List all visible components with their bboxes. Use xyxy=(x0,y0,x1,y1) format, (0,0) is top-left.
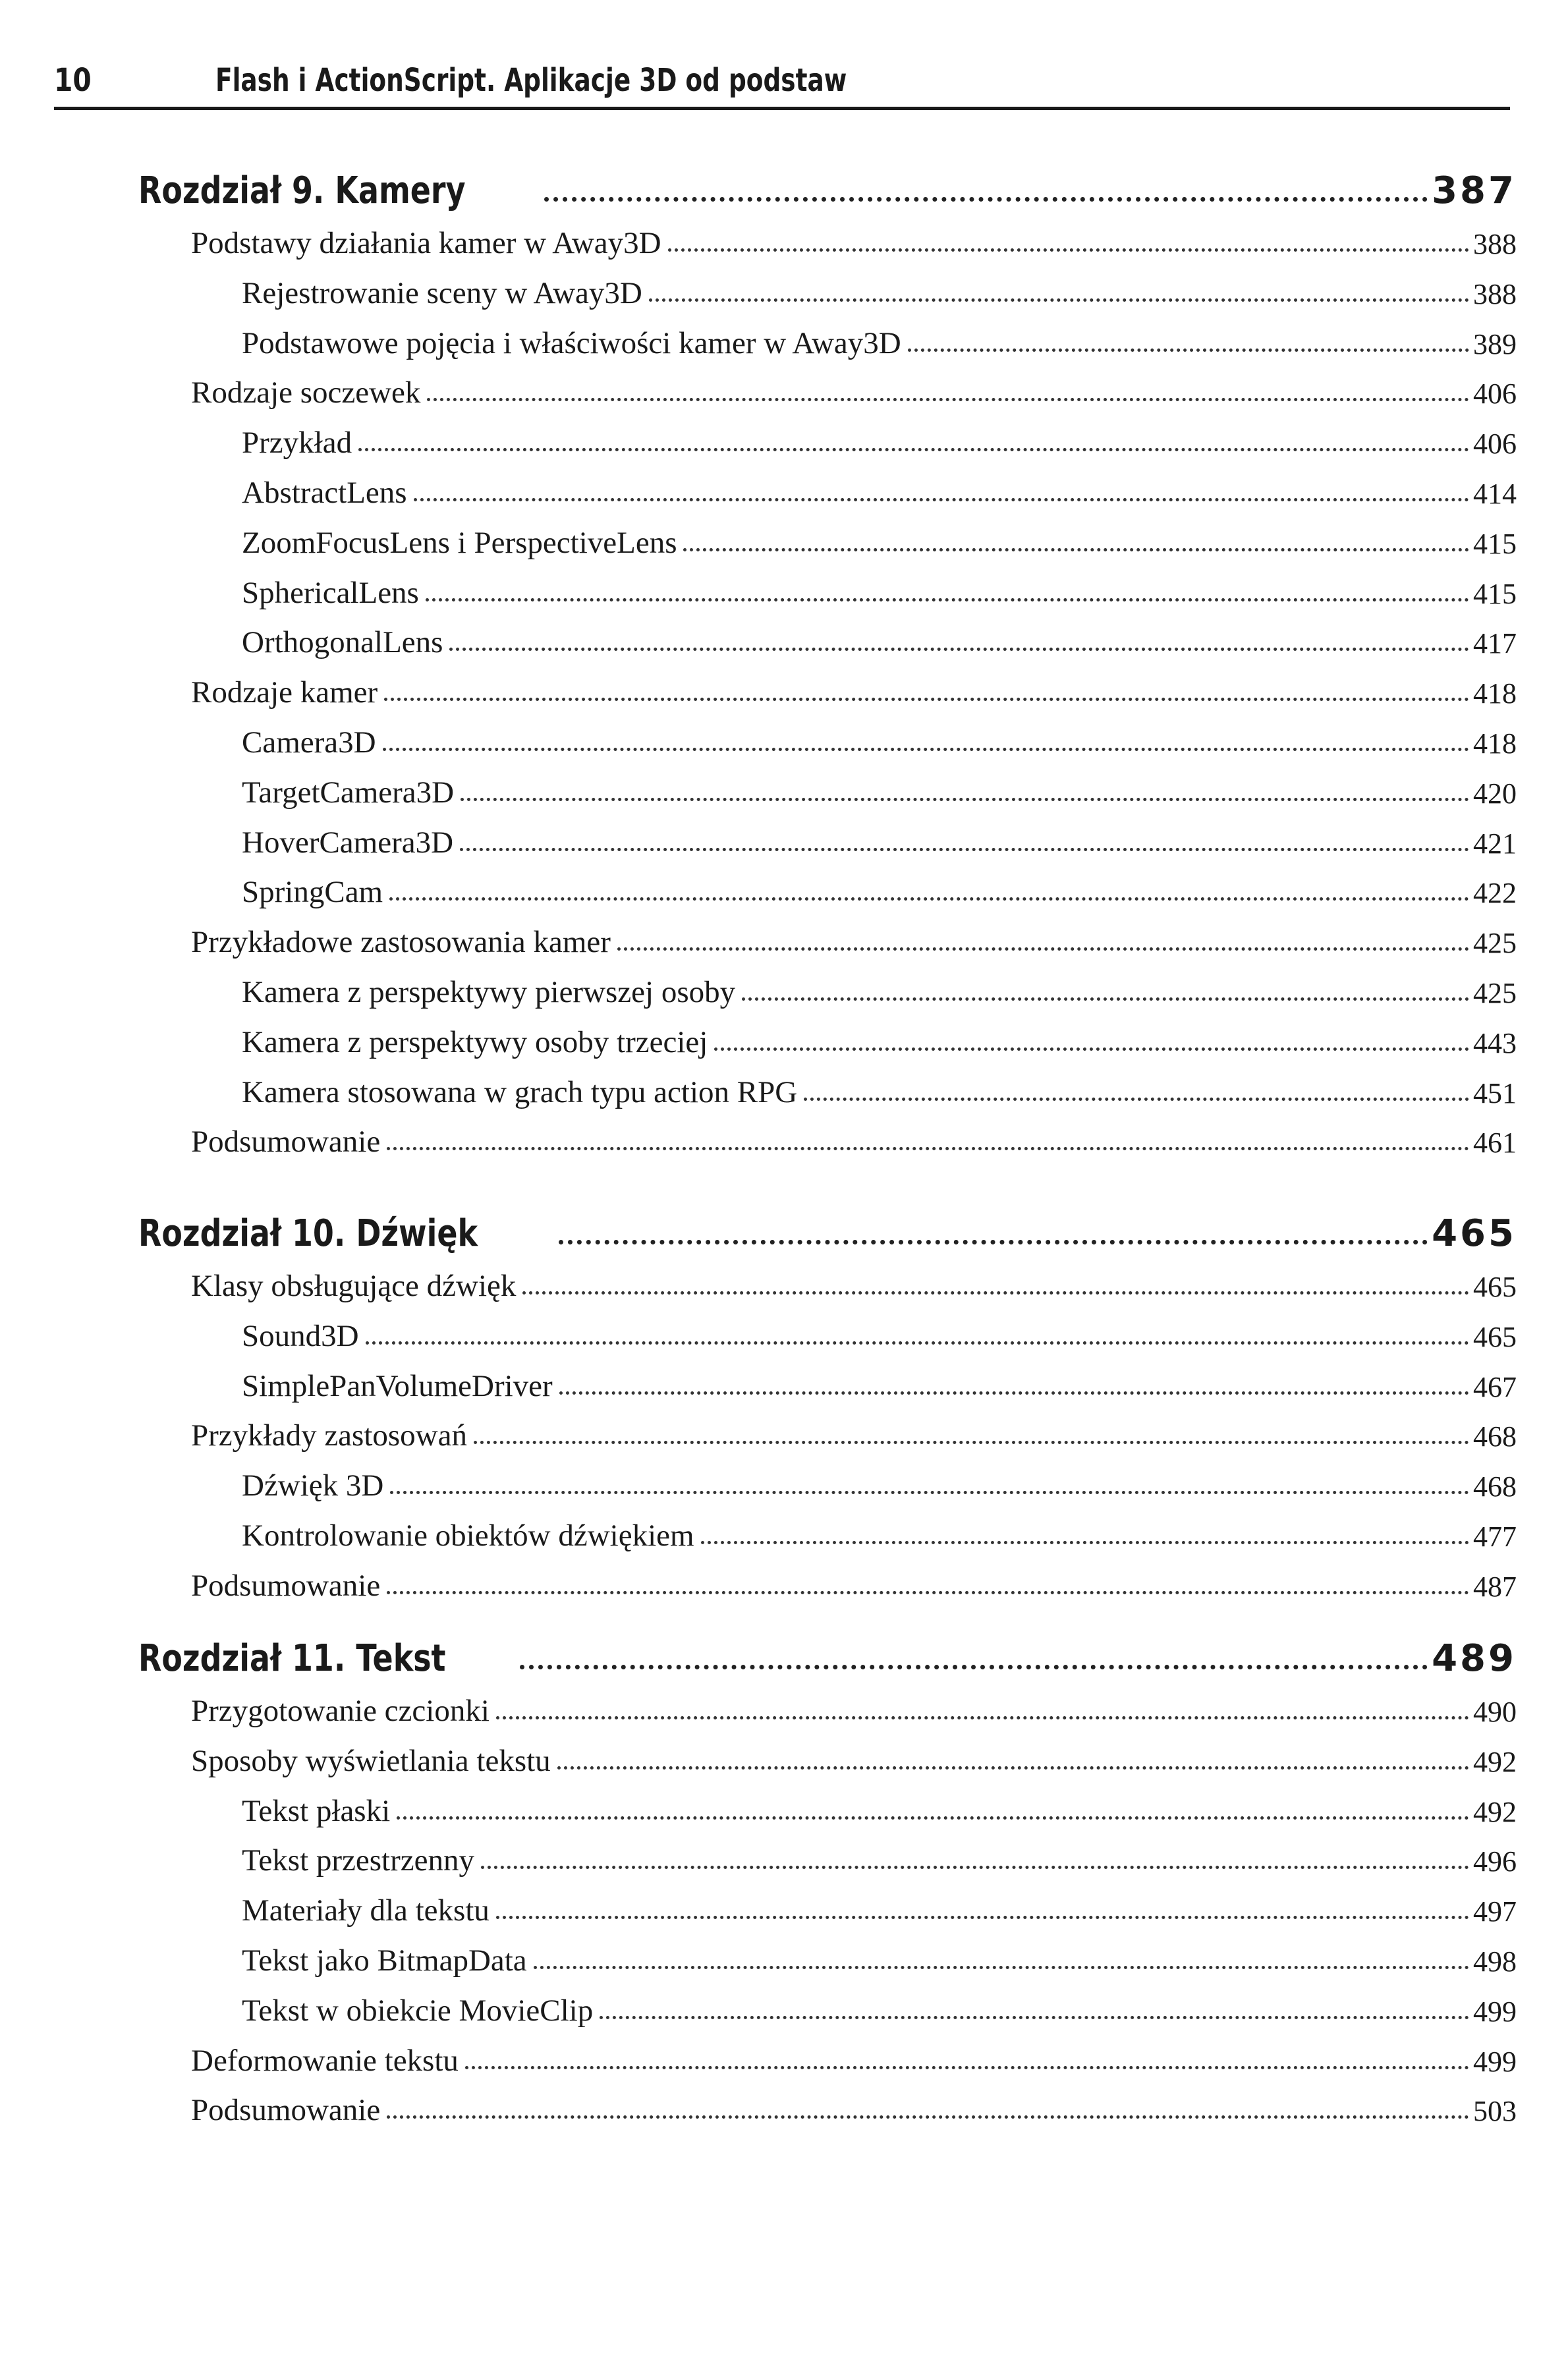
toc-entry-label: Przykładowe zastosowania kamer xyxy=(191,925,611,959)
toc-entry-page: 425 xyxy=(1473,977,1517,1009)
toc-entry-label: Camera3D xyxy=(242,725,376,760)
toc-entry[interactable] xyxy=(191,910,1517,960)
toc-entry-label: OrthogonalLens xyxy=(242,625,443,659)
toc-entry-label: Rozdział 10. Dźwięk xyxy=(138,1212,478,1255)
toc-entry-page: 467 xyxy=(1473,1371,1517,1403)
toc-entry-page: 465 xyxy=(1432,1212,1517,1255)
dot-leader xyxy=(481,1866,1469,1869)
toc-entry-label: Kamera stosowana w grach typu action RPG xyxy=(242,1075,798,1109)
dot-leader xyxy=(474,1441,1469,1444)
toc-entry-page: 418 xyxy=(1473,677,1517,710)
toc-entry-label: HoverCamera3D xyxy=(242,825,454,860)
toc-entry-label: Tekst płaski xyxy=(242,1794,391,1828)
toc-entry[interactable] xyxy=(242,810,1517,860)
toc-entry[interactable] xyxy=(191,1729,1517,1779)
toc-entry[interactable] xyxy=(242,760,1517,810)
toc-entry-page: 496 xyxy=(1473,1845,1517,1878)
toc-entry-page: 388 xyxy=(1473,228,1517,260)
dot-leader xyxy=(683,548,1469,551)
toc-entry[interactable] xyxy=(191,2028,1517,2078)
dot-leader xyxy=(559,1240,1428,1244)
dot-leader xyxy=(544,197,1428,202)
toc-entry-label: Podstawowe pojęcia i właściwości kamer w Away3D xyxy=(242,326,901,360)
toc-entry-page: 420 xyxy=(1473,777,1517,810)
toc-entry[interactable] xyxy=(191,1679,1517,1729)
dot-leader xyxy=(397,1816,1469,1820)
dot-leader xyxy=(496,1916,1469,1919)
chapter-heading[interactable] xyxy=(138,1196,1517,1255)
toc-entry-page: 414 xyxy=(1473,478,1517,510)
toc-entry[interactable] xyxy=(191,660,1517,710)
toc-entry-label: Kamera z perspektywy osoby trzeciej xyxy=(242,1025,708,1059)
toc-entry[interactable] xyxy=(242,511,1517,561)
toc-entry-page: 422 xyxy=(1473,877,1517,909)
toc-entry-page: 425 xyxy=(1473,927,1517,959)
dot-leader xyxy=(390,1491,1469,1494)
dot-leader xyxy=(908,349,1469,352)
toc-entry[interactable] xyxy=(191,2078,1517,2128)
dot-leader xyxy=(617,947,1469,951)
dot-leader xyxy=(358,448,1469,451)
dot-leader xyxy=(714,1047,1469,1051)
toc-entry-page: 492 xyxy=(1473,1796,1517,1828)
toc-entry-label: Przygotowanie czcionki xyxy=(191,1694,490,1728)
toc-entry-label: SphericalLens xyxy=(242,576,419,610)
toc-entry[interactable] xyxy=(191,1403,1517,1453)
toc-entry-label: ZoomFocusLens i PerspectiveLens xyxy=(242,526,677,560)
dot-leader xyxy=(559,1391,1469,1395)
toc-entry-label: Przykłady zastosowań xyxy=(191,1418,467,1453)
toc-entry-label: Podstawy działania kamer w Away3D xyxy=(191,226,661,260)
dot-leader xyxy=(460,848,1469,851)
toc-entry[interactable] xyxy=(242,1060,1517,1110)
toc-entry[interactable] xyxy=(191,360,1517,410)
toc-entry-label: Rodzaje soczewek xyxy=(191,376,421,410)
book-title: Flash i ActionScript. Aplikacje 3D od podstaw xyxy=(215,62,847,99)
dot-leader xyxy=(383,748,1469,751)
toc-entry-page: 406 xyxy=(1473,377,1517,410)
running-header xyxy=(54,54,1510,110)
toc-entry[interactable] xyxy=(242,1010,1517,1060)
toc-entry-page: 451 xyxy=(1473,1077,1517,1109)
toc-entry-page: 492 xyxy=(1473,1746,1517,1778)
toc-entry-label: AbstractLens xyxy=(242,476,407,510)
dot-leader xyxy=(389,897,1469,901)
toc-entry-label: SpringCam xyxy=(242,875,383,909)
toc-entry-page: 465 xyxy=(1473,1271,1517,1303)
toc-entry-page: 406 xyxy=(1473,428,1517,460)
dot-leader xyxy=(426,598,1469,601)
dot-leader xyxy=(496,1716,1469,1719)
toc-entry-page: 415 xyxy=(1473,528,1517,560)
toc-entry-label: Tekst przestrzenny xyxy=(242,1843,474,1878)
toc-entry-page: 417 xyxy=(1473,627,1517,659)
dot-leader xyxy=(449,648,1469,651)
toc-entry-label: Podsumowanie xyxy=(191,2093,381,2127)
toc-entry-label: Tekst w obiekcie MovieClip xyxy=(242,1994,594,2028)
toc-entry-label: Rodzaje kamer xyxy=(191,675,378,710)
toc-entry[interactable] xyxy=(242,1978,1517,2028)
toc-entry[interactable] xyxy=(242,410,1517,460)
toc-entry-page: 477 xyxy=(1473,1520,1517,1553)
dot-leader xyxy=(387,2115,1469,2119)
toc-entry[interactable] xyxy=(242,1928,1517,1978)
toc-entry[interactable] xyxy=(242,561,1517,611)
toc-entry-label: Sposoby wyświetlania tekstu xyxy=(191,1744,551,1778)
toc-entry-label: Rejestrowanie sceny w Away3D xyxy=(242,276,642,310)
dot-leader xyxy=(520,1665,1428,1669)
toc-entry-page: 468 xyxy=(1473,1420,1517,1453)
toc-entry-page: 461 xyxy=(1473,1127,1517,1159)
toc-entry-label: Rozdział 11. Tekst xyxy=(138,1637,446,1680)
dot-leader xyxy=(600,2016,1469,2019)
toc-entry[interactable] xyxy=(191,1254,1517,1304)
toc-entry-page: 487 xyxy=(1473,1571,1517,1603)
toc-entry-page: 498 xyxy=(1473,1945,1517,1978)
toc-entry[interactable] xyxy=(242,1779,1517,1829)
toc-entry-page: 465 xyxy=(1473,1321,1517,1353)
dot-leader xyxy=(427,398,1469,401)
toc-entry-page: 468 xyxy=(1473,1470,1517,1503)
toc-entry-page: 387 xyxy=(1432,169,1517,212)
toc-entry-page: 490 xyxy=(1473,1696,1517,1728)
dot-leader xyxy=(668,248,1469,252)
toc-entry[interactable] xyxy=(242,860,1517,910)
toc-entry-page: 388 xyxy=(1473,278,1517,310)
dot-leader xyxy=(366,1341,1469,1345)
dot-leader xyxy=(557,1766,1469,1770)
dot-leader xyxy=(387,1147,1469,1150)
toc-entry[interactable] xyxy=(242,960,1517,1010)
dot-leader xyxy=(649,298,1469,302)
toc-entry-page: 489 xyxy=(1432,1637,1517,1680)
toc-entry-label: Materiały dla tekstu xyxy=(242,1893,490,1928)
toc-entry-label: Kamera z perspektywy pierwszej osoby xyxy=(242,975,736,1009)
toc-entry-label: Podsumowanie xyxy=(191,1125,381,1159)
toc-entry-page: 497 xyxy=(1473,1895,1517,1928)
toc-entry[interactable] xyxy=(242,1878,1517,1928)
toc-entry-label: Klasy obsługujące dźwięk xyxy=(191,1269,517,1303)
toc-entry-page: 421 xyxy=(1473,827,1517,860)
page-number: 10 xyxy=(54,62,92,99)
toc-entry-label: TargetCamera3D xyxy=(242,775,455,810)
toc-entry-page: 418 xyxy=(1473,727,1517,760)
chapter-heading[interactable] xyxy=(138,1621,1517,1680)
dot-leader xyxy=(522,1291,1469,1295)
toc-entry[interactable] xyxy=(191,211,1517,261)
toc-entry-page: 443 xyxy=(1473,1027,1517,1059)
dot-leader xyxy=(804,1098,1469,1101)
chapter-heading[interactable] xyxy=(138,153,1517,212)
toc-entry-label: Dźwięk 3D xyxy=(242,1468,384,1503)
dot-leader xyxy=(414,498,1469,501)
toc-entry-label: Tekst jako BitmapData xyxy=(242,1943,527,1978)
toc-entry-label: Przykład xyxy=(242,426,352,460)
toc-entry[interactable] xyxy=(242,1828,1517,1878)
toc-entry[interactable] xyxy=(191,1109,1517,1159)
toc-entry[interactable] xyxy=(242,460,1517,511)
toc-entry-label: SimplePanVolumeDriver xyxy=(242,1369,553,1403)
toc-entry-label: Podsumowanie xyxy=(191,1569,381,1603)
dot-leader xyxy=(742,997,1469,1001)
toc-entry-label: Deformowanie tekstu xyxy=(191,2044,459,2078)
toc-entry[interactable] xyxy=(242,610,1517,660)
toc-entry-page: 503 xyxy=(1473,2095,1517,2127)
toc-entry[interactable] xyxy=(242,1453,1517,1503)
dot-leader xyxy=(387,1591,1469,1594)
toc-entry-label: Rozdział 9. Kamery xyxy=(138,169,466,212)
toc-entry-page: 499 xyxy=(1473,1995,1517,2028)
toc-entry[interactable] xyxy=(191,1553,1517,1604)
toc-entry-label: Kontrolowanie obiektów dźwiękiem xyxy=(242,1519,694,1553)
toc-entry[interactable] xyxy=(242,710,1517,760)
toc-entry[interactable] xyxy=(242,311,1517,361)
dot-leader xyxy=(534,1966,1469,1969)
dot-leader xyxy=(701,1541,1469,1544)
toc-entry[interactable] xyxy=(242,261,1517,311)
toc-entry-page: 415 xyxy=(1473,578,1517,610)
toc-entry-page: 389 xyxy=(1473,328,1517,360)
dot-leader xyxy=(465,2066,1469,2069)
toc-entry-page: 499 xyxy=(1473,2046,1517,2078)
toc-entry[interactable] xyxy=(242,1354,1517,1404)
toc-entry-label: Sound3D xyxy=(242,1319,359,1353)
dot-leader xyxy=(461,798,1469,801)
dot-leader xyxy=(384,698,1469,701)
toc-entry[interactable] xyxy=(242,1503,1517,1553)
toc-entry[interactable] xyxy=(242,1304,1517,1354)
